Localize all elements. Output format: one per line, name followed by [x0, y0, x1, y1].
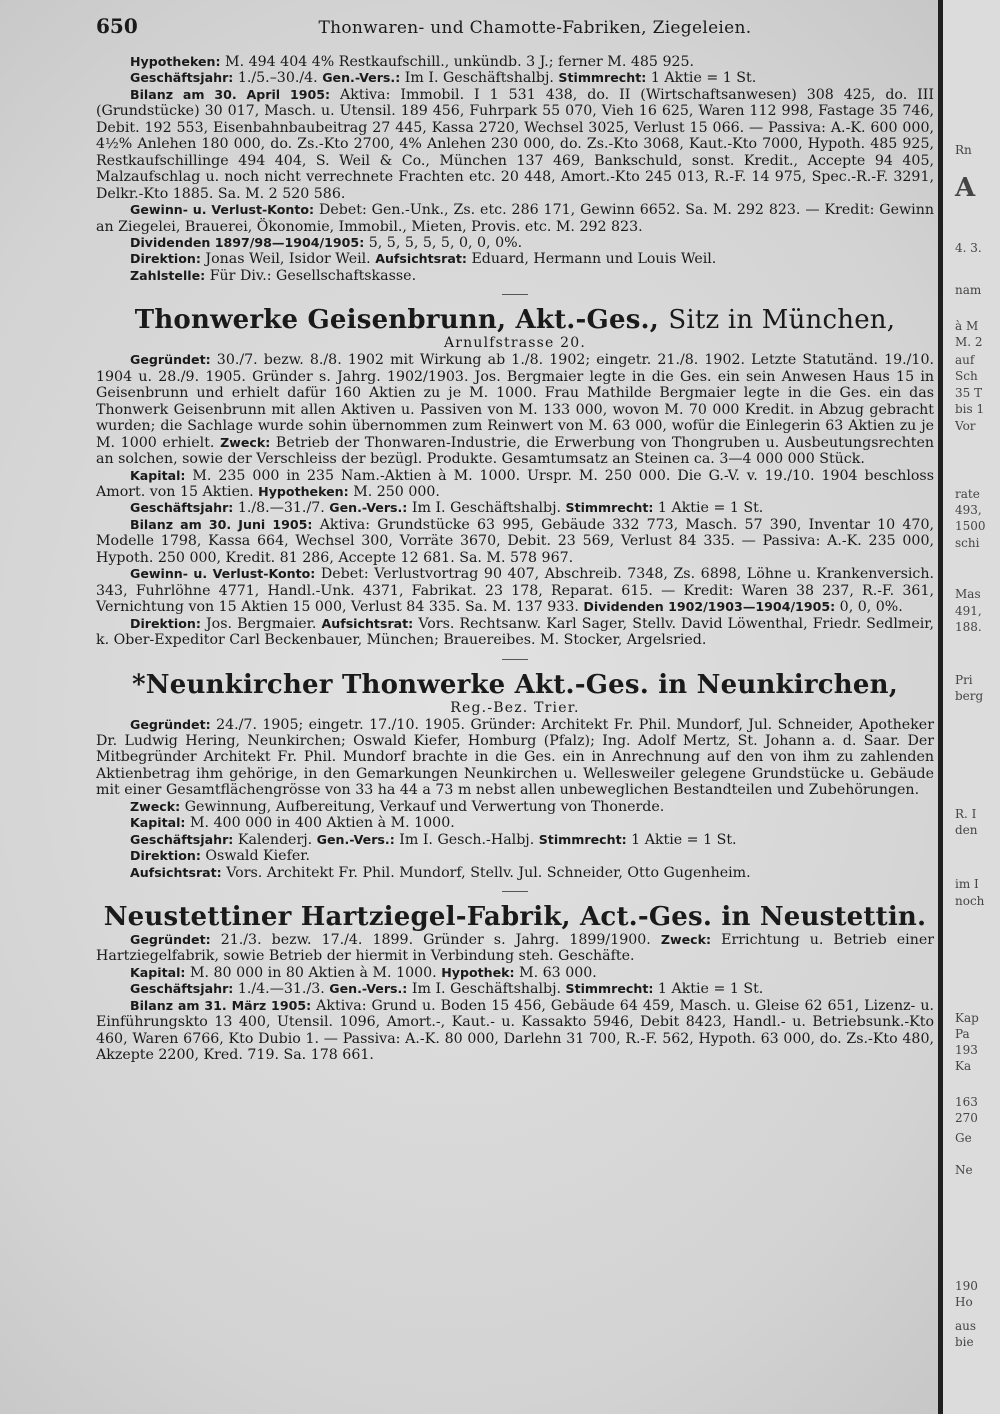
company-region: Reg.-Bez. Trier. [450, 699, 580, 716]
field-label: Geschäftsjahr: [130, 500, 234, 516]
margin-fragment: noch [955, 894, 985, 908]
margin-fragment: 163 [955, 1095, 978, 1109]
paragraph [96, 799, 934, 815]
company-entry-geisenbrunn [96, 305, 934, 648]
paragraph [96, 268, 934, 284]
field-label: Geschäftsjahr: [130, 70, 234, 86]
field-label: Hypotheken: [258, 483, 349, 499]
field-text: Vors. Rechtsanw. Karl Sager, Stellv. David Löwenthal, Friedr. Sedlmeir, k. Ober-Expeditor Carl Beckenbauer, München; Brauereibes. M. Stocker, Argelsried. [96, 615, 935, 649]
field-text: 1 Aktie = 1 St. [657, 981, 764, 998]
company-name: Thonwerke Geisenbrunn, Akt.-Ges., [134, 305, 660, 336]
field-label: Gegründet: [130, 716, 211, 732]
margin-fragment: R. I [955, 807, 977, 821]
text-column [96, 14, 934, 1064]
margin-fragment: bie [955, 1335, 974, 1349]
margin-fragment: Mas [955, 587, 981, 601]
field-label: Zweck: [130, 798, 181, 814]
field-text: 24./7. 1905; eingetr. 17./10. 1905. Gründer: Architekt Fr. Phil. Mundorf, Jul. Schneider, Apotheker Dr. Ludwig Hering, Neunkirchen; Oswald Kiefer, Homburg (Pfalz); Ing. Adolf Mertz, St. Johann a. d. Saar. Der Mitbegründer Architekt Fr. Phil. Mundorf brachte in die Ges. ein in Anrechnung auf den von ihm zu zahlenden Aktienbetrag ihm gehörige, in den Gemarkungen Neunkirchen u. Wellesweiler gelegene Grundstücke u. Gebäude mit einer Gesamtflächengrösse von 33 ha 44 a 73 m nebst allen unbeweglichen Bestandteilen und Zubehörungen. [96, 716, 934, 799]
company-title: *Neunkircher Thonwerke Akt.-Ges. in Neunkirchen, [132, 669, 898, 700]
margin-fragment: 1500 [955, 519, 986, 533]
field-label: Bilanz am 30. Juni 1905: [130, 516, 313, 532]
field-label: Gen.-Vers.: [322, 70, 401, 86]
paragraph [96, 717, 934, 799]
field-label: Bilanz am 30. April 1905: [130, 86, 331, 102]
margin-fragment: rate [955, 487, 980, 501]
paragraph [96, 566, 934, 615]
field-text: Jonas Weil, Isidor Weil. [205, 251, 371, 268]
field-text: 1 Aktie = 1 St. [657, 500, 764, 517]
field-text: Aktiva: Grundstücke 63 995, Gebäude 332 773, Masch. 57 390, Inventar 10 470, Modelle 1798, Kassa 664, Wechsel 300, Vorräte 3670, Debit. 23 569, Verlust 84 335. — Passiva: A.-K. 235 000, Hypoth. 250 000, Kredit. 81 286, Accepte 12 681. Sa. M. 578 967. [96, 516, 934, 566]
margin-fragment: aus [955, 1319, 977, 1333]
margin-fragment: à M [955, 319, 979, 333]
page-header [96, 14, 934, 54]
field-label: Kapital: [130, 964, 186, 980]
margin-fragment: 491, [955, 604, 982, 618]
field-label: Aufsichtsrat: [375, 251, 467, 267]
margin-fragment: 193 [955, 1043, 978, 1057]
margin-fragment: Vor [955, 419, 976, 433]
paragraph [96, 87, 934, 202]
paragraph [96, 468, 934, 501]
field-text: Gewinnung, Aufbereitung, Verkauf und Verwertung von Thonerde. [184, 798, 665, 815]
margin-fragment: Sch [955, 369, 978, 383]
paragraph [96, 251, 934, 267]
paragraph [96, 616, 934, 649]
field-text: Kalenderj. [237, 831, 313, 848]
company-address: Arnulfstrasse 20. [443, 335, 587, 352]
field-label: Bilanz am 31. März 1905: [130, 997, 312, 1013]
company-title: Neustettiner Hartziegel-Fabrik, Act.-Ges. in Neustettin. [103, 902, 927, 933]
margin-fragment: 35 T [955, 386, 983, 400]
paragraph [96, 865, 934, 881]
entry-continuation [96, 54, 934, 284]
margin-fragment: Ho [955, 1295, 973, 1309]
field-text: Im I. Gesch.-Halbj. [399, 831, 535, 848]
field-text: Debet: Verlustvortrag 90 407, Abschreib. 7348, Zs. 6898, Löhne u. Krankenversich. 343, Fuhrlöhne 4771, Handl.-Unk. 4371, Fabrikat. 23 178, Reparat. 615. — Kredit: Waren 38 237, R.-F. 361, Vernichtung von 15 Aktien 15 000, Verlust 84 335. Sa. M. 137 933. [96, 566, 934, 616]
field-text: Debet: Gen.-Unk., Zs. etc. 286 171, Gewinn 6652. Sa. M. 292 823. — Kredit: Gewinn an Ziegelei, Brauerei, Ökonomie, Immobil., Mieten, Provis. etc. M. 292 823. [96, 202, 934, 235]
margin-fragment: berg [955, 689, 984, 703]
field-label: Zweck: [660, 932, 712, 948]
margin-fragment: Pri [955, 673, 973, 687]
field-text: 1./4.—31./3. [237, 981, 325, 998]
paragraph [96, 981, 934, 997]
paragraph [96, 352, 934, 467]
margin-fragment: Ka [955, 1059, 972, 1073]
paragraph [96, 202, 934, 235]
field-text: M. 494 404 4% Restkaufschill., unkündb. 3 J.; ferner M. 485 925. [225, 54, 695, 70]
margin-fragment: den [955, 823, 978, 837]
field-text: 1./5.–30./4. [237, 70, 318, 87]
page-number: 650 [96, 14, 138, 38]
field-text: Vors. Architekt Fr. Phil. Mundorf, Stellv. Jul. Schneider, Otto Gugenheim. [226, 864, 751, 881]
paragraph [96, 832, 934, 848]
margin-fragment: im I [955, 877, 979, 891]
field-text: Jos. Bergmaier. [206, 615, 317, 632]
field-text: M. 250 000. [353, 483, 440, 500]
paragraph [96, 815, 934, 831]
field-label: Hypothek: [441, 964, 515, 980]
field-text: Für Div.: Gesellschaftskasse. [209, 267, 417, 284]
company-entry-neunkirchen [96, 670, 934, 882]
field-text: Im I. Geschäftshalbj. [411, 981, 561, 998]
margin-fragment: 190 [955, 1279, 978, 1293]
running-title: Thonwaren- und Chamotte-Fabriken, Ziegeleien. [318, 18, 752, 38]
field-text: Aktiva: Grund u. Boden 15 456, Gebäude 64 459, Masch. u. Gleise 62 651, Lizenz- u. Einführungskto 13 400, Utensil. 1096, Amort.-, Kaut.- u. Kassakto 5946, Debit 8423, Handl.- u. Betriebsunk.-Kto 460, Waren 6766, Kto Dubio 1. — Passiva: A.-K. 80 000, Darlehn 31 700, R.-F. 562, Hypoth. 63 000, do. Zs.-Kto 480, Akzepte 2200, Kred. 719. Sa. 178 661. [96, 997, 935, 1064]
field-text: 21./3. bezw. 17./4. 1899. Gründer s. Jahrg. 1899/1900. [220, 932, 651, 949]
paragraph [96, 235, 934, 251]
field-label: Stimmrecht: [538, 831, 627, 847]
field-label: Direktion: [130, 251, 201, 267]
paragraph [96, 500, 934, 516]
field-text: Aktiva: Immobil. I 1 531 438, do. II (Wirtschaftsanwesen) 308 425, do. III (Grundstücke) 30 017, Masch. u. Utensil. 189 456, Fuhrpark 55 070, Vieh 16 625, Waren 112 998, Fastage 35 746, Debit. 192 553, Eisenbahnbaubeitrag 27 445, Kassa 2720, Wechsel 3025, Verlust 15 066. — Passiva: A.-K. 600 000, 4½% Anlehen 180 000, do. Zs.-Kto 2700, 4% Anlehen 230 000, do. Zs.-Kto 3068, Kaut.-Kto 7000, Hypoth. 485 925, Restkaufschillinge 494 404, S. Weil & Co., München 137 469, Bankschuld, sonst. Kredit., Accepte 94 405, Malzaufschlag u. noch nicht verrechnete Frachten etc. 20 448, Amort.-Kto 245 013, R.-F. 14 975, Spec.-R.-F. 3291, Delkr.-Kto 1885. Sa. M. 2 520 586. [96, 86, 934, 202]
field-label: Dividenden 1902/1903—1904/1905: [583, 599, 836, 615]
margin-fragment: 270 [955, 1111, 978, 1125]
company-entry-neustettin [96, 902, 934, 1064]
field-label: Gewinn- u. Verlust-Konto: [130, 566, 316, 582]
margin-fragment: schi [955, 536, 980, 550]
field-text: Im I. Geschäftshalbj. [404, 70, 554, 87]
margin-fragment: Ne [955, 1163, 973, 1177]
field-label: Direktion: [130, 848, 201, 864]
field-text: Oswald Kiefer. [205, 848, 310, 865]
margin-fragment: nam [955, 283, 982, 297]
field-label: Aufsichtsrat: [130, 864, 222, 880]
paragraph [96, 932, 934, 965]
field-label: Aufsichtsrat: [321, 615, 414, 631]
field-text: Eduard, Hermann und Louis Weil. [471, 251, 717, 268]
margin-fragment: auf [955, 353, 975, 367]
field-text: 1 Aktie = 1 St. [631, 831, 737, 848]
field-label: Gegründet: [130, 352, 211, 368]
field-label: Kapital: [130, 815, 186, 831]
paragraph [96, 998, 934, 1064]
margin-fragment: Kap [955, 1011, 979, 1025]
field-text: Im I. Geschäftshalbj. [411, 500, 561, 517]
field-label: Direktion: [130, 615, 201, 631]
margin-fragment: M. 2 [955, 335, 983, 349]
paragraph [96, 965, 934, 981]
paragraph [96, 70, 934, 86]
margin-fragment: 188. [955, 620, 982, 634]
field-label: Zahlstelle: [130, 267, 206, 283]
margin-fragment: Pa [955, 1027, 970, 1041]
field-label: Gen.-Vers.: [316, 831, 395, 847]
field-label: Stimmrecht: [558, 70, 647, 86]
field-label: Gewinn- u. Verlust-Konto: [130, 202, 315, 218]
margin-fragment: Ge [955, 1131, 972, 1145]
field-text: Betrieb der Thonwaren-Industrie, die Erwerbung von Thongruben u. Ausbeutungsrechten an solchen, sowie der Verschleiss der bezügl. Produkte. Gesamtumsatz an Steinen ca. 3—4 000 000 Stück. [96, 434, 934, 468]
margin-fragment: 4. 3. [955, 241, 982, 255]
company-title [96, 305, 934, 335]
field-label: Stimmrecht: [565, 981, 654, 997]
margin-fragment: bis 1 [955, 402, 985, 416]
paragraph [96, 848, 934, 864]
field-label: Gegründet: [130, 932, 211, 948]
field-text: M. 80 000 in 80 Aktien à M. 1000. [189, 964, 437, 981]
field-label: Zweck: [220, 434, 271, 450]
margin-fragment: Rn [955, 143, 972, 157]
field-text: 1./8.—31./7. [237, 500, 325, 517]
field-text: Errichtung u. Betrieb einer Hartziegelfabrik, sowie Betrieb der hiermit in Verbindung steh. Geschäfte. [96, 932, 935, 965]
field-text: M. 63 000. [519, 964, 597, 981]
field-label: Hypotheken: [130, 54, 221, 69]
margin-fragment: 493, [955, 503, 982, 517]
field-text: M. 400 000 in 400 Aktien à M. 1000. [189, 815, 455, 832]
field-text: 0, 0, 0%. [839, 599, 903, 616]
field-label: Gen.-Vers.: [329, 500, 408, 516]
company-seat: Sitz in München, [668, 305, 896, 336]
paragraph [96, 517, 934, 566]
field-label: Dividenden 1897/98—1904/1905: [130, 234, 365, 250]
field-label: Geschäftsjahr: [130, 981, 234, 997]
field-text: M. 235 000 in 235 Nam.-Aktien à M. 1000. Urspr. M. 250 000. Die G.-V. v. 19./10. 1904 beschloss Amort. von 15 Aktien. [96, 467, 934, 500]
field-label: Geschäftsjahr: [130, 831, 234, 847]
margin-fragment: A [955, 173, 976, 203]
field-label: Gen.-Vers.: [329, 981, 408, 997]
field-text: 5, 5, 5, 5, 5, 0, 0, 0%. [368, 234, 523, 251]
paragraph [96, 54, 934, 70]
field-text: 1 Aktie = 1 St. [650, 70, 757, 87]
field-text: 30./7. bezw. 8./8. 1902 mit Wirkung ab 1./8. 1902; eingetr. 21./8. 1902. Letzte Statutänd. 19./10. 1904 u. 28./9. 1905. Gründer s. Jahrg. 1902/1903. Jos. Bergmaier legte in die Ges. ein sein Anwesen Haus 15 in Geisenbrunn und erhielt dafür 160 Aktien zu je M. 1000. Frau Mathilde Bergmaier legte in die Ges. ein das Thonwerk Geisenbrunn mit allen Aktiven u. Passiven von M. 133 000, wovon M. 70 000 Kredit. in Abzug gebracht wurden; die Sachlage wurde sohin übernommen zum Reinwert von M. 63 000, wofür die Einlegerin 63 Aktien zu je M. 1000 erhielt. [96, 352, 934, 451]
field-label: Stimmrecht: [565, 500, 654, 516]
field-label: Kapital: [130, 467, 186, 483]
adjacent-page-strip [938, 0, 1000, 1414]
